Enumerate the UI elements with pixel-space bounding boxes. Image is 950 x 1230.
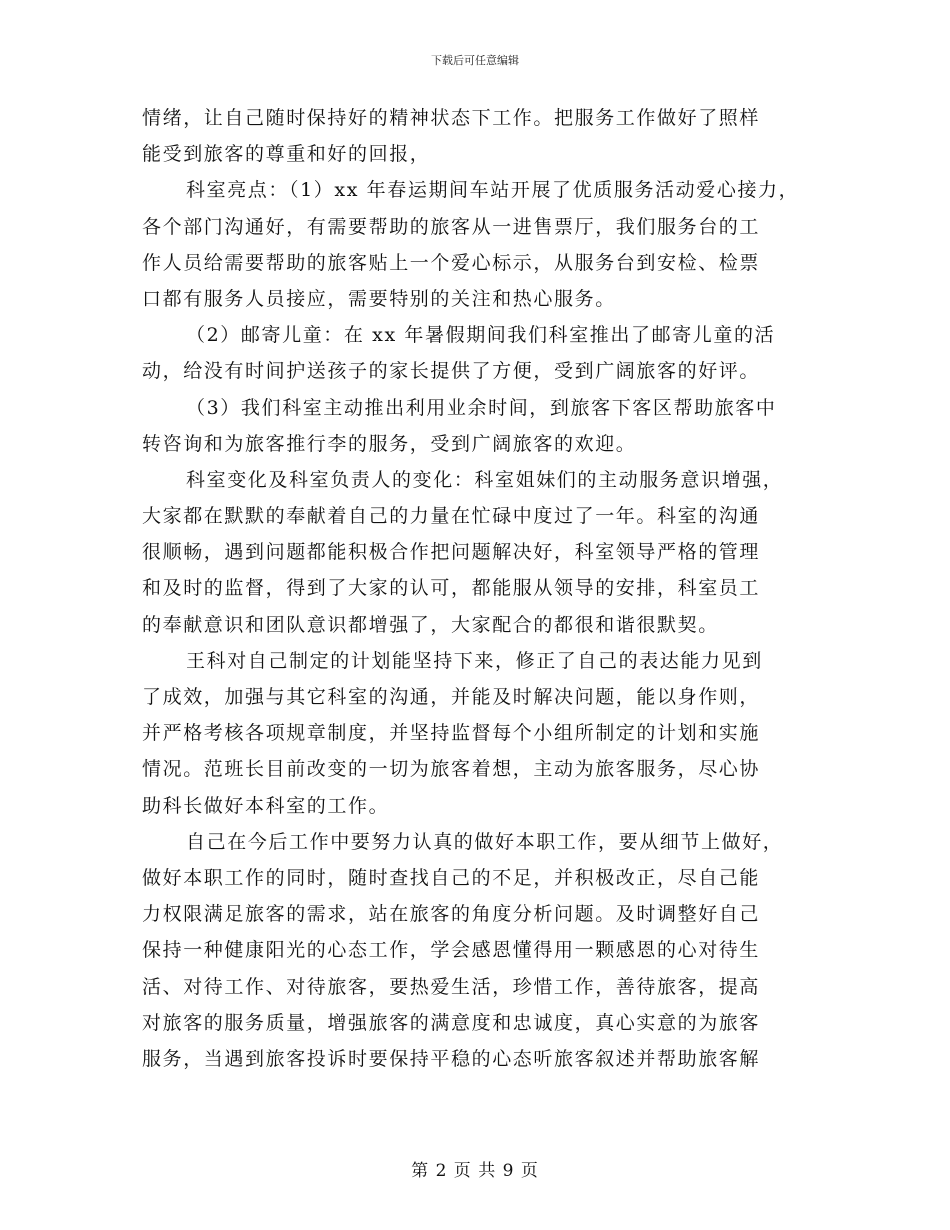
text-line: 各个部门沟通好，有需要帮助的旅客从一进售票厅，我们服务台的工 <box>142 215 761 238</box>
text-line: 做好本职工作的同时，随时查找自己的不足，并积极改正，尽自己能 <box>142 866 761 889</box>
paragraph-start-line: （2）邮寄儿童：在 xx 年暑假期间我们科室推出了邮寄儿童的活 <box>186 324 776 347</box>
document-body <box>142 100 832 1077</box>
text-line: 大家都在默默的奉献着自己的力量在忙碌中度过了一年。科室的沟通 <box>142 505 761 528</box>
text-line: 了成效，加强与其它科室的沟通，并能及时解决问题，能以身作则， <box>142 686 761 708</box>
paragraph-start-line: 科室变化及科室负责人的变化：科室姐妹们的主动服务意识增强， <box>186 468 784 491</box>
text-line: 保持一种健康阳光的心态工作，学会感恩懂得用一颗感恩的心对待生 <box>142 939 761 962</box>
paragraph-start-line: 科室亮点：（1）xx 年春运期间车站开展了优质服务活动爱心接力， <box>186 179 800 202</box>
text-line: 情绪，让自己随时保持好的精神状态下工作。把服务工作做好了照样 <box>142 107 761 129</box>
text-line: 对旅客的服务质量，增强旅客的满意度和忠诚度，真心实意的为旅客 <box>142 1011 761 1034</box>
text-line: 作人员给需要帮助的旅客贴上一个爱心标示，从服务台到安检、检票 <box>142 251 761 274</box>
text-line: 转咨询和为旅客推行李的服务，受到广阔旅客的欢迎。 <box>142 432 637 455</box>
paragraph-start-line: 自己在今后工作中要努力认真的做好本职工作，要从细节上做好， <box>186 830 784 853</box>
text-line: 能受到旅客的尊重和好的回报， <box>142 143 431 166</box>
text-line: 助科长做好本科室的工作。 <box>142 794 390 817</box>
paragraph-start-line: （3）我们科室主动推出利用业余时间，到旅客下客区帮助旅客中 <box>186 396 777 419</box>
page-footer: 第 2 页 共 9 页 <box>411 1161 539 1181</box>
text-line: 口都有服务人员接应，需要特别的关注和热心服务。 <box>142 287 616 310</box>
text-line: 情况。范班长目前改变的一切为旅客着想，主动为旅客服务，尽心协 <box>142 758 761 781</box>
text-line: 的奉献意识和团队意识都增强了，大家配合的都很和谐很默契。 <box>142 613 719 636</box>
text-line: 活、对待工作、对待旅客，要热爱生活，珍惜工作，善待旅客，提高 <box>142 975 761 998</box>
paragraph-start-line: 王科对自己制定的计划能坚持下来，修正了自己的表达能力见到 <box>186 649 763 672</box>
text-line: 并严格考核各项规章制度，并坚持监督每个小组所制定的计划和实施 <box>142 722 761 745</box>
text-line: 动，给没有时间护送孩子的家长提供了方便，受到广阔旅客的好评。 <box>142 360 761 383</box>
text-line: 很顺畅，遇到问题都能积极合作把问题解决好，科室领导严格的管理 <box>142 541 761 564</box>
text-line: 和及时的监督，得到了大家的认可，都能服从领导的安排，科室员工 <box>142 577 761 600</box>
text-line: 服务，当遇到旅客投诉时要保持平稳的心态听旅客叙述并帮助旅客解 <box>142 1047 761 1070</box>
page-header: 下载后可任意编辑 <box>431 54 519 67</box>
text-line: 力权限满足旅客的需求，站在旅客的角度分析问题。及时调整好自己 <box>142 903 761 926</box>
